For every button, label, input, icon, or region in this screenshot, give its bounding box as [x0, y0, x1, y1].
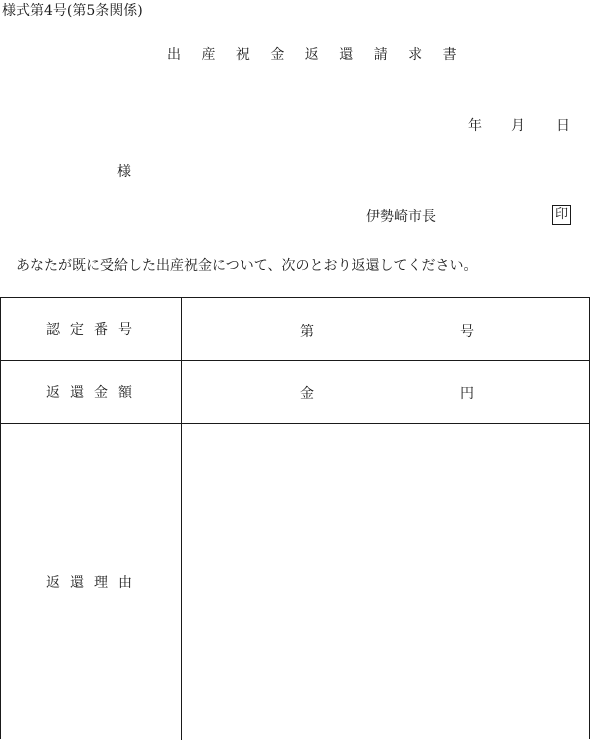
return-amount-prefix: 金: [300, 386, 314, 402]
return-amount-suffix: 円: [460, 386, 474, 402]
date-day-label: 日: [556, 118, 570, 134]
document-title: 出 産 祝 金 返 還 請 求 書: [167, 47, 465, 63]
date-year-label: 年: [468, 118, 482, 134]
certification-number-suffix: 号: [460, 324, 474, 340]
addressee-suffix: 様: [117, 164, 131, 180]
return-request-table: [0, 297, 590, 739]
return-amount-field[interactable]: [182, 361, 589, 423]
table-row-certification-number: [1, 298, 589, 361]
form-number: 様式第4号(第5条関係): [2, 3, 143, 19]
certification-number-prefix: 第: [300, 324, 314, 340]
return-reason-field[interactable]: [182, 424, 589, 740]
return-amount-label: 返還金額: [46, 385, 142, 401]
table-row-return-reason: [1, 424, 589, 740]
certification-number-label: 認定番号: [46, 322, 142, 338]
request-statement: あなたが既に受給した出産祝金について、次のとおり返還してください。: [16, 258, 478, 274]
issuer-name: 伊勢崎市長: [366, 209, 436, 225]
certification-number-field[interactable]: [182, 298, 589, 360]
table-row-return-amount: [1, 361, 589, 424]
date-month-label: 月: [511, 118, 525, 134]
return-reason-label: 返還理由: [46, 575, 142, 591]
seal-mark: 印: [552, 205, 571, 225]
